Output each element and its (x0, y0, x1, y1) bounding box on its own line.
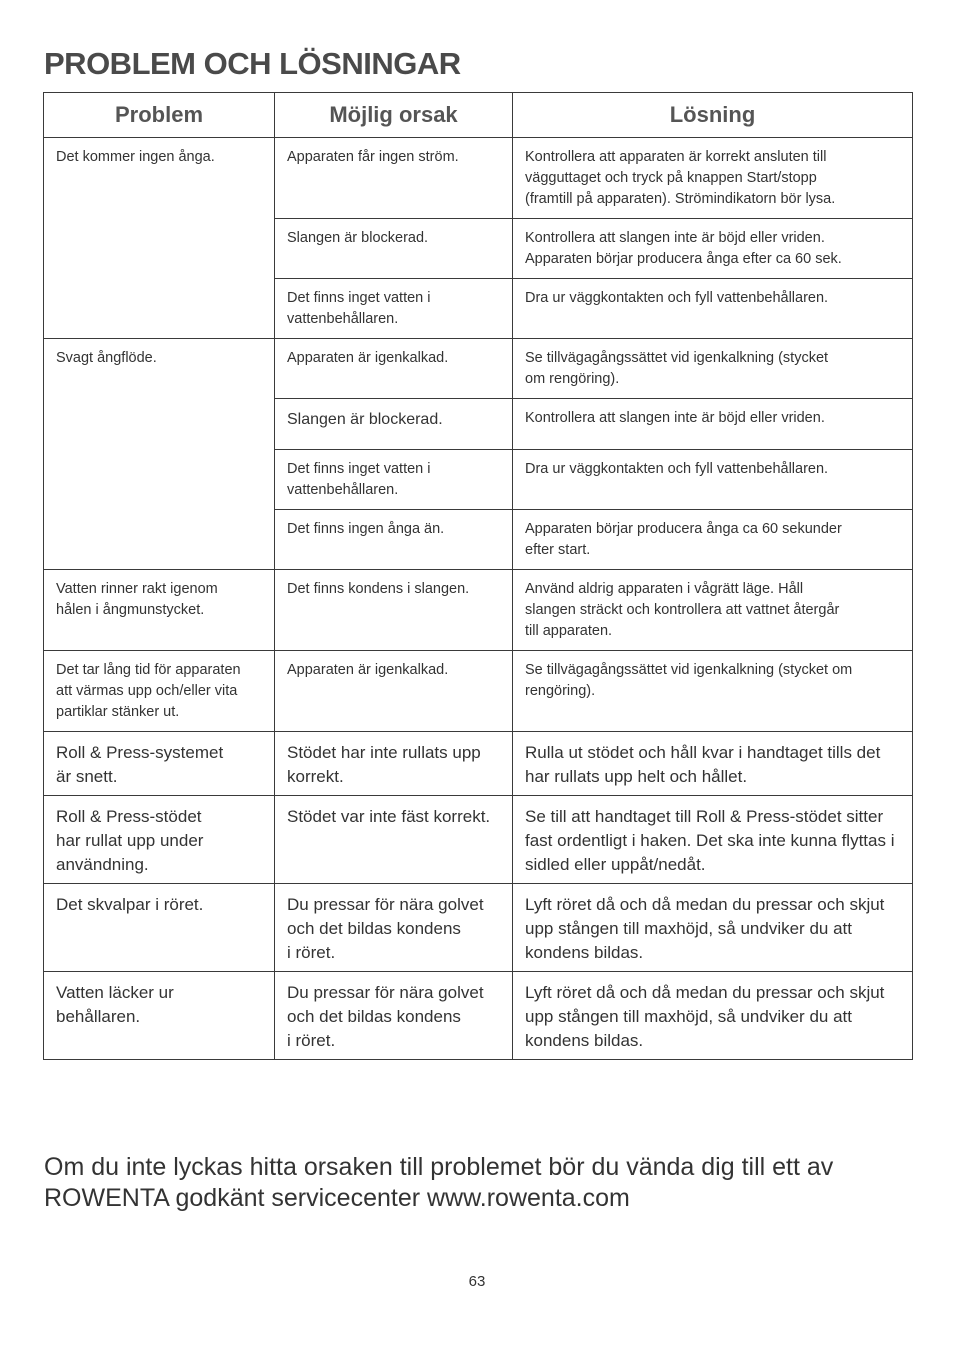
table-row (44, 884, 913, 972)
problem-cell: Vatten rinner rakt igenom hålen i ångmunstycket. (44, 570, 275, 651)
cause-cell: Det finns kondens i slangen. (275, 570, 513, 651)
solution-cell: Rulla ut stödet och håll kvar i handtaget tills det har rullats upp helt och hållet. (513, 732, 913, 796)
problem-cell: Det kommer ingen ånga. (44, 138, 275, 339)
solution-cell: Apparaten börjar producera ånga ca 60 sekunder efter start. (513, 510, 913, 570)
solution-cell: Lyft röret då och då medan du pressar och skjut upp stången till maxhöjd, så undviker du att kondens bildas. (513, 972, 913, 1060)
solution-cell: Kontrollera att slangen inte är böjd eller vriden. Apparaten börjar producera ånga efter ca 60 sek. (513, 219, 913, 279)
column-header-problem: Problem (44, 93, 275, 138)
table-row (44, 796, 913, 884)
table-row (44, 651, 913, 732)
cause-cell: Du pressar för nära golvet och det bildas kondens i röret. (275, 972, 513, 1060)
table-header-row (44, 93, 913, 138)
table-row (44, 138, 913, 219)
problem-cell: Det tar lång tid för apparaten att värmas upp och/eller vita partiklar stänker ut. (44, 651, 275, 732)
table-row (44, 570, 913, 651)
column-header-cause: Möjlig orsak (275, 93, 513, 138)
cause-cell: Det finns inget vatten i vattenbehållaren. (275, 450, 513, 510)
service-center-note: Om du inte lyckas hitta orsaken till problemet bör du vända dig till ett av ROWENTA godkänt servicecenter www.rowenta.com (44, 1153, 834, 1212)
solution-cell: Se till att handtaget till Roll & Press-stödet sitter fast ordentligt i haken. Det ska inte kunna flyttas i sidled eller uppåt/nedåt. (513, 796, 913, 884)
solution-cell: Dra ur väggkontakten och fyll vattenbehållaren. (513, 450, 913, 510)
cause-cell: Du pressar för nära golvet och det bildas kondens i röret. (275, 884, 513, 972)
problem-cell: Det skvalpar i röret. (44, 884, 275, 972)
problem-cell: Svagt ångflöde. (44, 339, 275, 570)
solution-cell: Se tillvägagångssättet vid igenkalkning (stycket om rengöring). (513, 651, 913, 732)
table-row (44, 972, 913, 1060)
cause-cell: Det finns ingen ånga än. (275, 510, 513, 570)
page-title: PROBLEM OCH LÖSNINGAR (44, 46, 461, 81)
solution-cell: Se tillvägagångssättet vid igenkalkning (stycket om rengöring). (513, 339, 913, 399)
cause-cell: Apparaten är igenkalkad. (275, 339, 513, 399)
cause-cell: Apparaten är igenkalkad. (275, 651, 513, 732)
solution-cell: Använd aldrig apparaten i vågrätt läge. Håll slangen sträckt och kontrollera att vattnet återgår till apparaten. (513, 570, 913, 651)
cause-cell: Apparaten får ingen ström. (275, 138, 513, 219)
page-number: 63 (468, 1273, 486, 1290)
cause-cell: Stödet var inte fäst korrekt. (275, 796, 513, 884)
column-header-solution: Lösning (513, 93, 913, 138)
table-row (44, 732, 913, 796)
solution-cell: Kontrollera att slangen inte är böjd eller vriden. (513, 399, 913, 450)
troubleshooting-table (43, 92, 913, 1060)
solution-cell: Lyft röret då och då medan du pressar och skjut upp stången till maxhöjd, så undviker du att kondens bildas. (513, 884, 913, 972)
cause-cell: Slangen är blockerad. (275, 399, 513, 450)
solution-cell: Kontrollera att apparaten är korrekt ansluten till vägguttaget och tryck på knappen Start/stopp (framtill på apparaten). Strömindikatorn bör lysa. (513, 138, 913, 219)
problem-cell: Roll & Press-systemet är snett. (44, 732, 275, 796)
problem-cell: Roll & Press-stödet har rullat upp under användning. (44, 796, 275, 884)
cause-cell: Slangen är blockerad. (275, 219, 513, 279)
cause-cell: Det finns inget vatten i vattenbehållaren. (275, 279, 513, 339)
cause-cell: Stödet har inte rullats upp korrekt. (275, 732, 513, 796)
solution-cell: Dra ur väggkontakten och fyll vattenbehållaren. (513, 279, 913, 339)
problem-cell: Vatten läcker ur behållaren. (44, 972, 275, 1060)
table-row (44, 339, 913, 399)
